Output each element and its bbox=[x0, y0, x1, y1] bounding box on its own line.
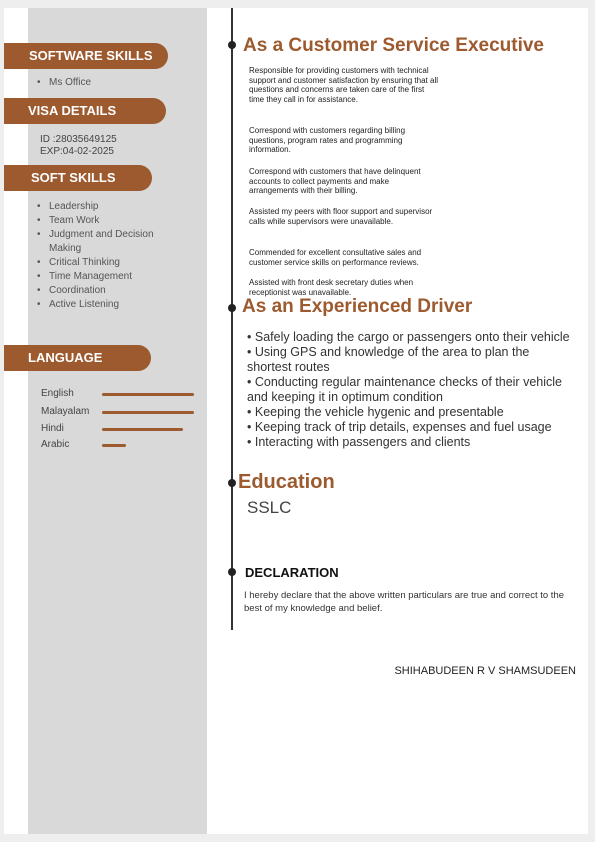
language-arabic: Arabic bbox=[41, 439, 70, 450]
language-malayalam: Malayalam bbox=[41, 406, 90, 417]
driver-heading: As an Experienced Driver bbox=[242, 296, 473, 317]
visa-id: ID :28035649125 bbox=[40, 134, 117, 145]
cse-paragraph: Correspond with customers that have delinquent accounts to collect payments and make arrangements with their billing. bbox=[249, 167, 421, 195]
cse-paragraph: Correspond with customers regarding billing questions, program rates and programming information. bbox=[249, 126, 406, 154]
timeline-dot bbox=[228, 568, 236, 576]
visa-expiry: EXP:04-02-2025 bbox=[40, 146, 114, 157]
cse-paragraph: Assisted my peers with floor support and supervisor calls while supervisors were unavailable. bbox=[249, 207, 433, 226]
soft-skills-list bbox=[37, 200, 172, 312]
timeline-line bbox=[231, 8, 233, 630]
list-item: • Keeping track of trip details, expenses and fuel usage bbox=[247, 420, 552, 434]
language-hindi: Hindi bbox=[41, 423, 64, 434]
sidebar-panel bbox=[28, 8, 207, 834]
cse-paragraph: Commended for excellent consultative sales and customer service skills on performance reviews. bbox=[249, 248, 422, 267]
list-item: • Using GPS and knowledge of the area to plan the shortest routes bbox=[247, 345, 530, 374]
language-header: LANGUAGE bbox=[4, 345, 151, 371]
list-item: • Team Work bbox=[37, 215, 100, 226]
software-skills-list bbox=[37, 76, 91, 90]
education-heading: Education bbox=[238, 471, 335, 493]
language-bar-hindi bbox=[102, 428, 183, 431]
language-english: English bbox=[41, 388, 74, 399]
list-item: • Critical Thinking bbox=[37, 257, 120, 268]
declaration-text: I hereby declare that the above written particulars are true and correct to the best of my knowledge and belief. bbox=[244, 590, 565, 614]
visa-details-header: VISA DETAILS bbox=[4, 98, 166, 124]
declaration-heading: DECLARATION bbox=[245, 565, 339, 580]
list-item: • Leadership bbox=[37, 201, 99, 212]
language-bar-malayalam bbox=[102, 411, 194, 414]
list-item: • Judgment and Decision Making bbox=[37, 229, 154, 254]
list-item: • Ms Office bbox=[37, 77, 92, 88]
list-item: • Time Management bbox=[37, 271, 132, 282]
timeline-dot bbox=[228, 304, 236, 312]
list-item: • Safely loading the cargo or passengers onto their vehicle bbox=[247, 330, 570, 344]
list-item: • Active Listening bbox=[37, 299, 120, 310]
education-item: SSLC bbox=[247, 498, 292, 517]
list-item: • Conducting regular maintenance checks of their vehicle and keeping it in optimum condition bbox=[247, 375, 562, 404]
cse-paragraph: Responsible for providing customers with technical support and customer satisfaction by ensuring that all questions and concerns are taken care of the first time they call in for assistance. bbox=[249, 66, 438, 104]
timeline-dot bbox=[228, 479, 236, 487]
driver-duties-list bbox=[247, 330, 577, 450]
software-skills-header: SOFTWARE SKILLS bbox=[4, 43, 168, 69]
language-bar-english bbox=[102, 393, 194, 396]
soft-skills-header: SOFT SKILLS bbox=[4, 165, 152, 191]
cse-heading: As a Customer Service Executive bbox=[243, 35, 544, 56]
cse-paragraph: Assisted with front desk secretary duties when receptionist was unavailable. bbox=[249, 278, 414, 297]
language-bar-arabic bbox=[102, 444, 126, 447]
list-item: • Interacting with passengers and clients bbox=[247, 435, 471, 449]
timeline-dot bbox=[228, 41, 236, 49]
signature-name: SHIHABUDEEN R V SHAMSUDEEN bbox=[394, 665, 576, 677]
list-item: • Keeping the vehicle hygenic and presentable bbox=[247, 405, 504, 419]
list-item: • Coordination bbox=[37, 285, 106, 296]
